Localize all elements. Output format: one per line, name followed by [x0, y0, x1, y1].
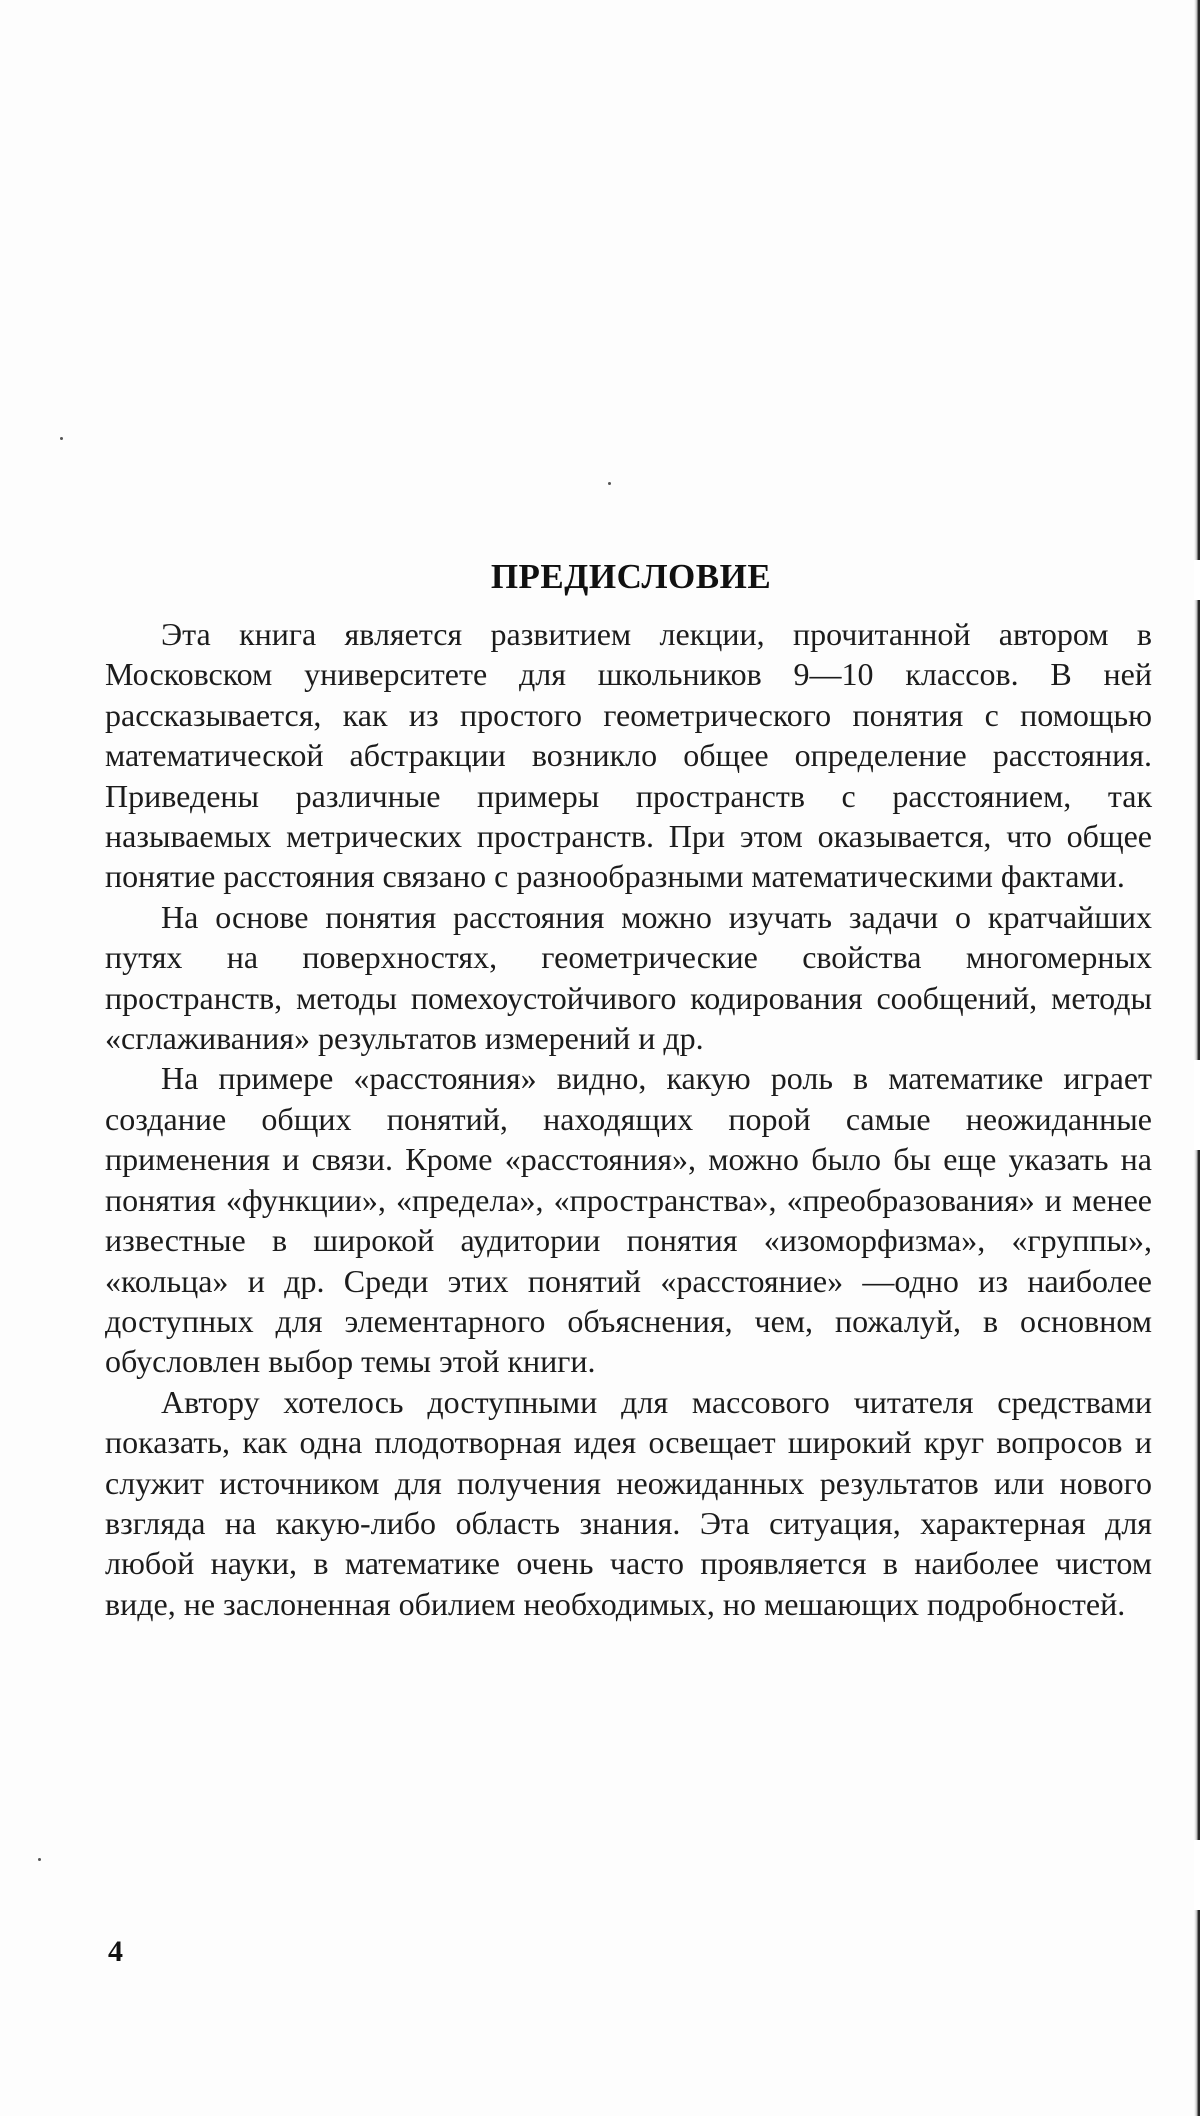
body-text [105, 614, 1152, 1624]
page-number: 4 [108, 1935, 123, 1968]
paragraph: Эта книга является развитием лекции, прочитанной автором в Московском университете для школьников 9—10 классов. В ней рассказывается, как из простого геометрического понятия с помощью математической абстракции возникло общее определение расстояния. Приведены различные примеры пространств с расстоянием, так называемых метрических пространств. При этом оказывается, что общее понятие расстояния связано с разнообразными математическими фактами. [105, 616, 1152, 895]
paragraph: На примере «расстояния» видно, какую роль в математике играет создание общих понятий, находящих порой самые неожиданные применения и связи. Кроме «расстояния», можно было бы еще указать на понятия «функции», «предела», «пространства», «преобразования» и менее известные в широкой аудитории понятия «изоморфизма», «группы», «кольца» и др. Среди этих понятий «расстояние» —одно из наиболее доступных для элементарного объяснения, чем, пожалуй, в основном обусловлен выбор темы этой книги. [105, 1060, 1152, 1380]
scan-edge [1194, 0, 1200, 2116]
scan-edge-gap [1194, 1060, 1200, 1150]
scan-speck [608, 482, 611, 485]
page-heading: ПРЕДИСЛОВИЕ [490, 557, 772, 597]
paragraph: На основе понятия расстояния можно изучать задачи о кратчайших путях на поверхностях, геометрические свойства многомерных пространств, методы помехоустойчивого кодирования сообщений, методы «сглаживания» результатов измерений и др. [105, 898, 1152, 1057]
scan-edge-gap [1194, 1840, 1200, 1910]
scan-speck [60, 437, 63, 440]
paragraph: Автору хотелось доступными для массового читателя средствами показать, как одна плодотворная идея освещает широкий круг вопросов и служит источником для получения неожиданных результатов или нового взгляда на какую-либо область знания. Эта ситуация, характерная для любой науки, в математике очень часто проявляется в наиболее чистом виде, не заслоненная обилием необходимых, но мешающих подробностей. [105, 1383, 1152, 1622]
scan-speck [38, 1858, 41, 1861]
